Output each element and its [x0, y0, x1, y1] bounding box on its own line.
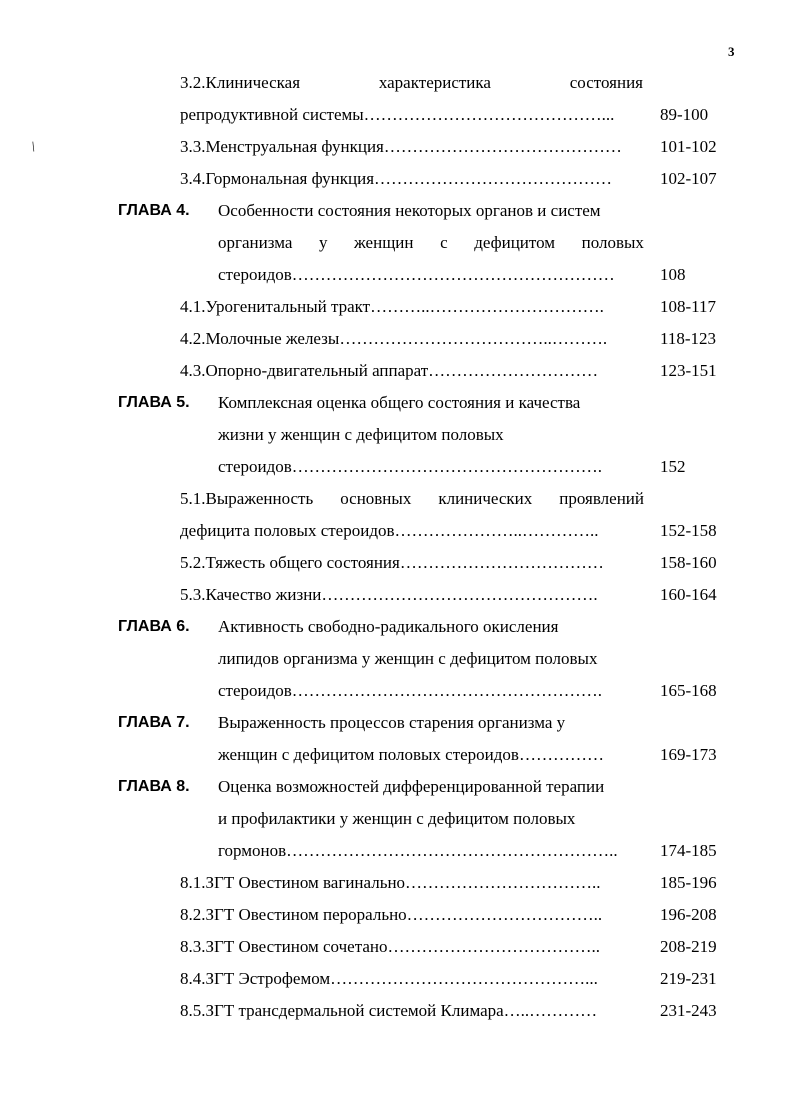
chapter-5-title-line2: жизни у женщин с дефицитом половых	[218, 425, 504, 444]
toc-entry-5-2: 5.2.Тяжесть общего состояния………………………………	[180, 553, 604, 572]
chapter-4-title-line1: Особенности состояния некоторых органов и систем	[218, 201, 601, 220]
page-ref-5-1: 152-158	[660, 521, 717, 540]
chapter-5-label: ГЛАВА 5.	[118, 394, 190, 411]
page-ref-8-3: 208-219	[660, 937, 717, 956]
toc-entry-8-2: 8.2.ЗГТ Овестином перорально……………………………..	[180, 905, 603, 924]
toc-entry-3-2-line2: репродуктивной системы……………………………………...	[180, 105, 615, 124]
chapter-4-label: ГЛАВА 4.	[118, 202, 190, 219]
page-ref-4-2: 118-123	[660, 329, 717, 348]
word: женщин	[354, 233, 414, 252]
word: половых	[581, 233, 644, 252]
page-ref-8-4: 219-231	[660, 969, 717, 988]
page-ref-chapter-4: 108	[660, 265, 686, 284]
toc-entry-3-3: 3.3.Менструальная функция……………………………………	[180, 137, 622, 156]
word: 5.1.Выраженность	[180, 489, 314, 508]
chapter-4-title-line2	[218, 232, 644, 254]
page-ref-chapter-7: 169-173	[660, 745, 717, 764]
chapter-8-title-line3: гормонов…………………………………………………..	[218, 841, 618, 860]
toc-entry-8-5: 8.5.ЗГТ трансдермальной системой Климара…..…………	[180, 1001, 598, 1020]
chapter-6-title-line3: стероидов……………………………………………….	[218, 681, 603, 700]
toc-entry-5-3: 5.3.Качество жизни………………………………………….	[180, 585, 598, 604]
word: дефицитом	[474, 233, 556, 252]
toc-entry-8-1: 8.1.ЗГТ Овестином вагинально……………………………..	[180, 873, 601, 892]
stray-mark: /	[28, 139, 39, 156]
chapter-5-title-line1: Комплексная оценка общего состояния и качества	[218, 393, 581, 412]
chapter-5-title-line3: стероидов……………………………………………….	[218, 457, 603, 476]
page-ref-3-2: 89-100	[660, 105, 709, 124]
page-ref-chapter-5: 152	[660, 457, 686, 476]
toc-entry-5-1-line2: дефицита половых стероидов…………………..…………..	[180, 521, 599, 540]
page-ref-chapter-8: 174-185	[660, 841, 717, 860]
word: клинических	[438, 489, 533, 508]
chapter-4-title-line3: стероидов…………………………………………………	[218, 265, 615, 284]
page-ref-3-3: 101-102	[660, 137, 717, 156]
word: организма	[218, 233, 293, 252]
toc-entry-3-4: 3.4.Гормональная функция……………………………………	[180, 169, 613, 188]
word: с	[440, 233, 448, 252]
page-ref-5-3: 160-164	[660, 585, 717, 604]
chapter-8-title-line1: Оценка возможностей дифференцированной терапии	[218, 777, 605, 796]
toc-entry-4-1: 4.1.Урогенитальный тракт………..………………………….	[180, 297, 604, 316]
page-ref-5-2: 158-160	[660, 553, 717, 572]
page-ref-chapter-6: 165-168	[660, 681, 717, 700]
toc-entry-4-3: 4.3.Опорно-двигательный аппарат…………………………	[180, 361, 599, 380]
chapter-7-title-line1: Выраженность процессов старения организма у	[218, 713, 566, 732]
toc-entry-8-3: 8.3.ЗГТ Овестином сочетано………………………………..	[180, 937, 600, 956]
page-ref-4-3: 123-151	[660, 361, 717, 380]
chapter-7-label: ГЛАВА 7.	[118, 714, 190, 731]
chapter-6-title-line2: липидов организма у женщин с дефицитом половых	[218, 649, 598, 668]
page-ref-8-2: 196-208	[660, 905, 717, 924]
chapter-7-title-line2: женщин с дефицитом половых стероидов……………	[218, 745, 604, 764]
word: у	[318, 233, 328, 252]
page-ref-4-1: 108-117	[660, 297, 717, 316]
chapter-8-title-line2: и профилактики у женщин с дефицитом половых	[218, 809, 576, 828]
word: 3.2.Клиническая	[180, 73, 301, 92]
chapter-6-label: ГЛАВА 6.	[118, 618, 190, 635]
word: проявлений	[559, 489, 644, 508]
toc-entry-3-2-line1	[180, 72, 643, 94]
chapter-6-title-line1: Активность свободно-радикального окисления	[218, 617, 559, 636]
page-ref-8-5: 231-243	[660, 1001, 717, 1020]
word: состояния	[569, 73, 643, 92]
toc-entry-5-1-line1	[180, 488, 644, 510]
word: характеристика	[378, 73, 491, 92]
toc-entry-8-4: 8.4.ЗГТ Эстрофемом………………………………………...	[180, 969, 598, 988]
page-number: 3	[728, 44, 735, 59]
toc-entry-4-2: 4.2.Молочные железы………………………………..……….	[180, 329, 608, 348]
chapter-8-label: ГЛАВА 8.	[118, 778, 190, 795]
word: основных	[340, 489, 412, 508]
page-ref-3-4: 102-107	[660, 169, 717, 188]
page-ref-8-1: 185-196	[660, 873, 717, 892]
